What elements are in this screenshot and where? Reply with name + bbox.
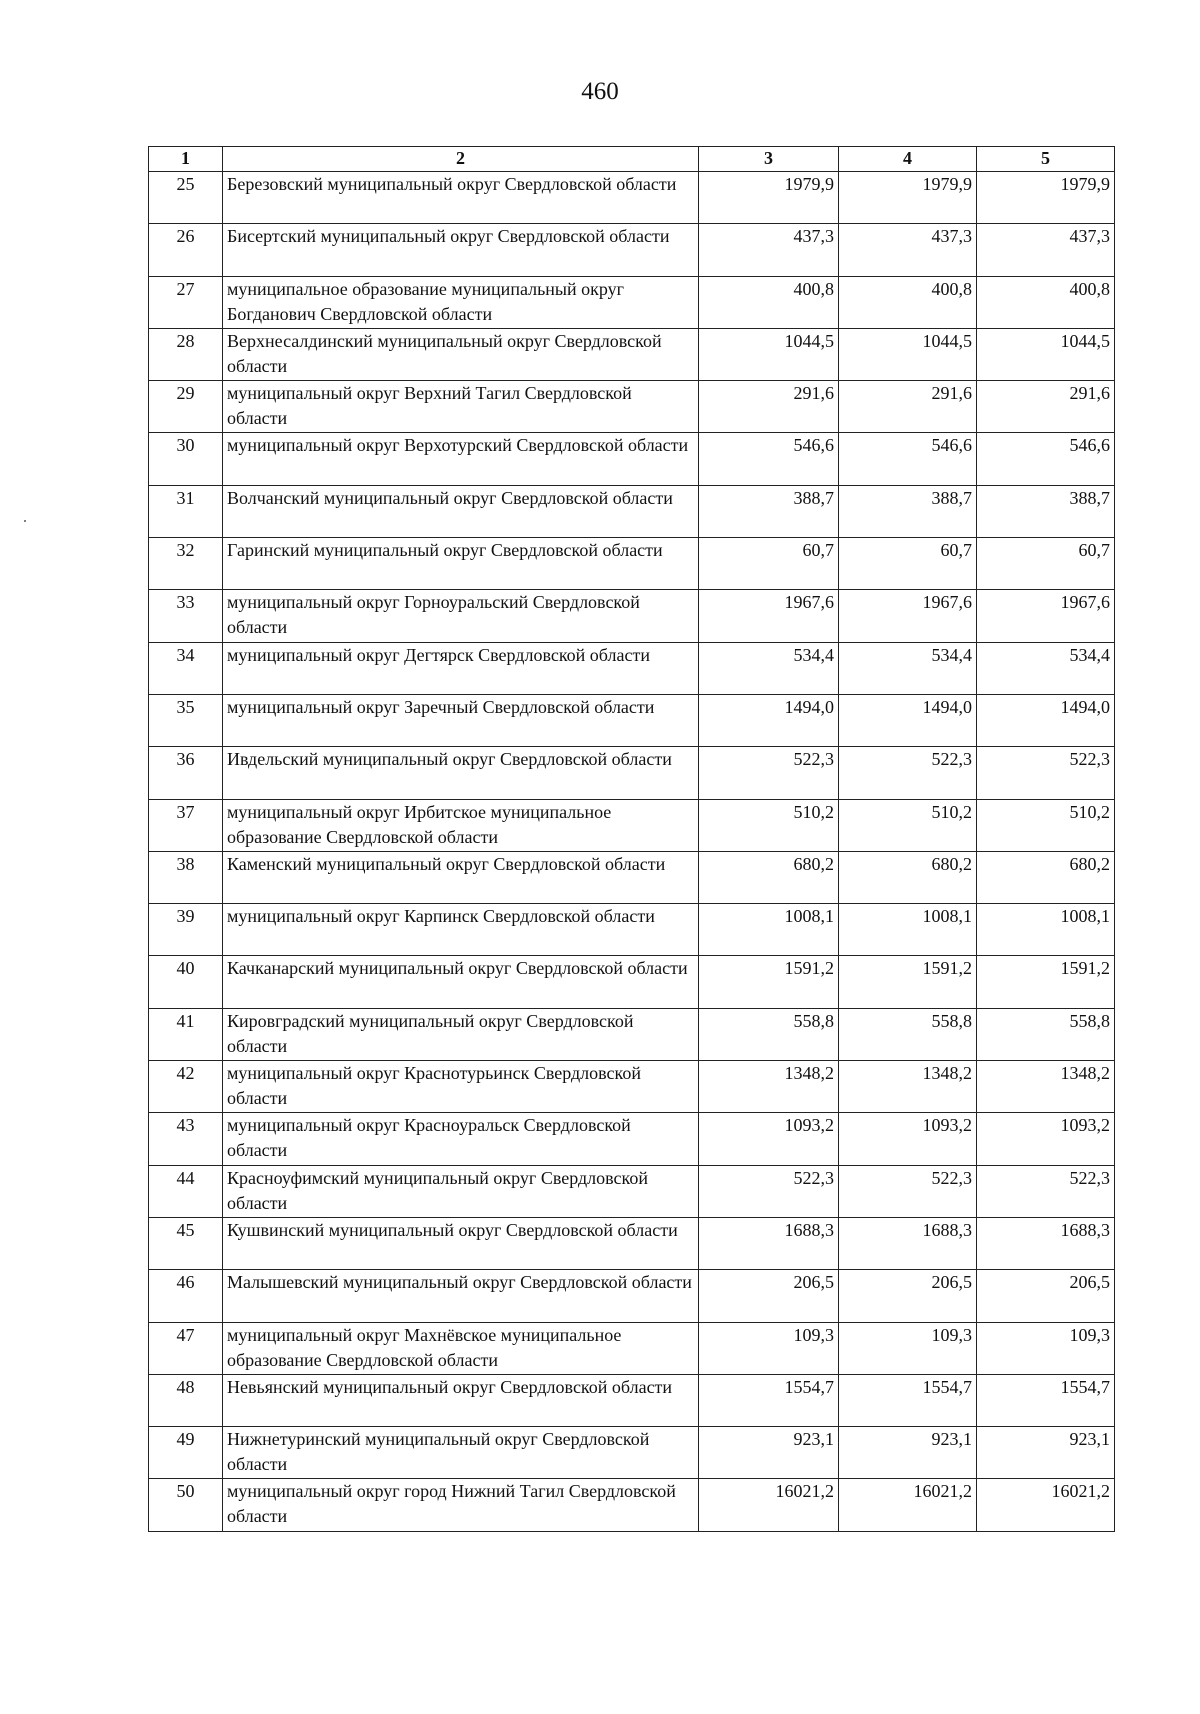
municipality-name: Верхнесалдинский муниципальный округ Свердловской области [223, 328, 699, 380]
value-col-4: 400,8 [839, 276, 977, 328]
value-col-4: 1044,5 [839, 328, 977, 380]
row-number: 42 [149, 1061, 223, 1113]
value-col-4: 534,4 [839, 642, 977, 694]
value-col-4: 60,7 [839, 538, 977, 590]
municipality-name: муниципальный округ Верхний Тагил Свердловской области [223, 381, 699, 433]
value-col-3: 109,3 [699, 1322, 839, 1374]
municipality-name: Кировградский муниципальный округ Свердловской области [223, 1008, 699, 1060]
municipality-name: Красноуфимский муниципальный округ Свердловской области [223, 1165, 699, 1217]
value-col-3: 60,7 [699, 538, 839, 590]
municipality-name: муниципальное образование муниципальный округ Богданович Свердловской области [223, 276, 699, 328]
value-col-5: 1044,5 [977, 328, 1115, 380]
value-col-5: 1554,7 [977, 1374, 1115, 1426]
table-row [149, 851, 1115, 903]
row-number: 46 [149, 1270, 223, 1322]
value-col-5: 522,3 [977, 747, 1115, 799]
data-table [148, 146, 1115, 1532]
table-row [149, 799, 1115, 851]
row-number: 32 [149, 538, 223, 590]
table-row [149, 1374, 1115, 1426]
value-col-4: 1093,2 [839, 1113, 977, 1165]
value-col-5: 522,3 [977, 1165, 1115, 1217]
row-number: 39 [149, 904, 223, 956]
value-col-5: 1591,2 [977, 956, 1115, 1008]
value-col-3: 1967,6 [699, 590, 839, 642]
value-col-4: 923,1 [839, 1427, 977, 1479]
municipality-name: Березовский муниципальный округ Свердловской области [223, 172, 699, 224]
value-col-3: 206,5 [699, 1270, 839, 1322]
table-body [149, 172, 1115, 1532]
value-col-4: 1979,9 [839, 172, 977, 224]
value-col-3: 1044,5 [699, 328, 839, 380]
municipality-name: Бисертский муниципальный округ Свердловской области [223, 224, 699, 276]
value-col-4: 206,5 [839, 1270, 977, 1322]
municipality-name: муниципальный округ Карпинск Свердловской области [223, 904, 699, 956]
header-row [149, 147, 1115, 172]
value-col-5: 1688,3 [977, 1217, 1115, 1269]
municipality-name: Гаринский муниципальный округ Свердловской области [223, 538, 699, 590]
value-col-4: 1348,2 [839, 1061, 977, 1113]
row-number: 36 [149, 747, 223, 799]
page-number: 460 [581, 78, 619, 105]
row-number: 49 [149, 1427, 223, 1479]
table-row [149, 694, 1115, 746]
value-col-5: 1494,0 [977, 694, 1115, 746]
value-col-5: 923,1 [977, 1427, 1115, 1479]
row-number: 44 [149, 1165, 223, 1217]
value-col-3: 923,1 [699, 1427, 839, 1479]
table-row [149, 1008, 1115, 1060]
value-col-3: 400,8 [699, 276, 839, 328]
value-col-3: 437,3 [699, 224, 839, 276]
table-row [149, 642, 1115, 694]
value-col-3: 510,2 [699, 799, 839, 851]
municipality-name: муниципальный округ Заречный Свердловской области [223, 694, 699, 746]
value-col-4: 388,7 [839, 485, 977, 537]
table-row [149, 485, 1115, 537]
row-number: 50 [149, 1479, 223, 1531]
value-col-3: 16021,2 [699, 1479, 839, 1531]
municipality-name: муниципальный округ Махнёвское муниципальное образование Свердловской области [223, 1322, 699, 1374]
table-row [149, 1217, 1115, 1269]
table-row [149, 276, 1115, 328]
value-col-3: 1688,3 [699, 1217, 839, 1269]
table-row [149, 956, 1115, 1008]
value-col-3: 1554,7 [699, 1374, 839, 1426]
value-col-3: 546,6 [699, 433, 839, 485]
value-col-5: 437,3 [977, 224, 1115, 276]
table-row [149, 538, 1115, 590]
row-number: 45 [149, 1217, 223, 1269]
row-number: 34 [149, 642, 223, 694]
row-number: 25 [149, 172, 223, 224]
table-row [149, 747, 1115, 799]
value-col-4: 1688,3 [839, 1217, 977, 1269]
value-col-3: 558,8 [699, 1008, 839, 1060]
value-col-4: 1554,7 [839, 1374, 977, 1426]
value-col-5: 109,3 [977, 1322, 1115, 1374]
row-number: 37 [149, 799, 223, 851]
value-col-5: 16021,2 [977, 1479, 1115, 1531]
municipality-name: муниципальный округ Дегтярск Свердловской области [223, 642, 699, 694]
table-row [149, 1113, 1115, 1165]
municipality-name: муниципальный округ Краснотурьинск Свердловской области [223, 1061, 699, 1113]
table-header [149, 147, 1115, 172]
row-number: 31 [149, 485, 223, 537]
municipality-name: Кушвинский муниципальный округ Свердловской области [223, 1217, 699, 1269]
value-col-4: 1008,1 [839, 904, 977, 956]
value-col-3: 534,4 [699, 642, 839, 694]
row-number: 30 [149, 433, 223, 485]
row-number: 38 [149, 851, 223, 903]
value-col-5: 1979,9 [977, 172, 1115, 224]
scan-speck [24, 520, 26, 522]
municipality-name: Качканарский муниципальный округ Свердловской области [223, 956, 699, 1008]
row-number: 43 [149, 1113, 223, 1165]
value-col-5: 558,8 [977, 1008, 1115, 1060]
value-col-4: 1591,2 [839, 956, 977, 1008]
row-number: 48 [149, 1374, 223, 1426]
value-col-3: 1591,2 [699, 956, 839, 1008]
value-col-3: 1008,1 [699, 904, 839, 956]
row-number: 26 [149, 224, 223, 276]
value-col-4: 522,3 [839, 1165, 977, 1217]
municipality-name: муниципальный округ Ирбитское муниципальное образование Свердловской области [223, 799, 699, 851]
table-row [149, 1165, 1115, 1217]
table-row [149, 1322, 1115, 1374]
header-cell-1: 1 [149, 147, 223, 172]
value-col-4: 546,6 [839, 433, 977, 485]
value-col-5: 388,7 [977, 485, 1115, 537]
municipality-name: Малышевский муниципальный округ Свердловской области [223, 1270, 699, 1322]
value-col-5: 680,2 [977, 851, 1115, 903]
municipality-name: муниципальный округ Верхотурский Свердловской области [223, 433, 699, 485]
value-col-5: 1093,2 [977, 1113, 1115, 1165]
value-col-5: 534,4 [977, 642, 1115, 694]
value-col-4: 291,6 [839, 381, 977, 433]
value-col-4: 437,3 [839, 224, 977, 276]
municipality-name: муниципальный округ Красноуральск Свердловской области [223, 1113, 699, 1165]
table-row [149, 224, 1115, 276]
value-col-3: 522,3 [699, 747, 839, 799]
value-col-4: 109,3 [839, 1322, 977, 1374]
value-col-5: 60,7 [977, 538, 1115, 590]
value-col-5: 291,6 [977, 381, 1115, 433]
value-col-4: 558,8 [839, 1008, 977, 1060]
row-number: 28 [149, 328, 223, 380]
row-number: 47 [149, 1322, 223, 1374]
value-col-4: 510,2 [839, 799, 977, 851]
value-col-5: 1008,1 [977, 904, 1115, 956]
table-row [149, 590, 1115, 642]
header-cell-2: 2 [223, 147, 699, 172]
municipality-name: Ивдельский муниципальный округ Свердловской области [223, 747, 699, 799]
row-number: 27 [149, 276, 223, 328]
municipality-name: Невьянский муниципальный округ Свердловской области [223, 1374, 699, 1426]
value-col-3: 1494,0 [699, 694, 839, 746]
table-row [149, 904, 1115, 956]
municipality-name: Каменский муниципальный округ Свердловской области [223, 851, 699, 903]
value-col-3: 1348,2 [699, 1061, 839, 1113]
header-cell-4: 4 [839, 147, 977, 172]
table-row [149, 1270, 1115, 1322]
value-col-4: 1967,6 [839, 590, 977, 642]
row-number: 29 [149, 381, 223, 433]
value-col-5: 510,2 [977, 799, 1115, 851]
row-number: 33 [149, 590, 223, 642]
table-row [149, 381, 1115, 433]
value-col-3: 1093,2 [699, 1113, 839, 1165]
value-col-3: 680,2 [699, 851, 839, 903]
value-col-3: 522,3 [699, 1165, 839, 1217]
table-row [149, 172, 1115, 224]
value-col-4: 16021,2 [839, 1479, 977, 1531]
header-cell-3: 3 [699, 147, 839, 172]
value-col-5: 1967,6 [977, 590, 1115, 642]
header-cell-5: 5 [977, 147, 1115, 172]
municipality-name: Волчанский муниципальный округ Свердловской области [223, 485, 699, 537]
value-col-5: 546,6 [977, 433, 1115, 485]
value-col-4: 522,3 [839, 747, 977, 799]
table-row [149, 328, 1115, 380]
table-row [149, 1479, 1115, 1531]
value-col-5: 1348,2 [977, 1061, 1115, 1113]
value-col-3: 291,6 [699, 381, 839, 433]
municipality-name: муниципальный округ Горноуральский Свердловской области [223, 590, 699, 642]
table-row [149, 1427, 1115, 1479]
value-col-3: 388,7 [699, 485, 839, 537]
value-col-4: 680,2 [839, 851, 977, 903]
row-number: 41 [149, 1008, 223, 1060]
value-col-5: 400,8 [977, 276, 1115, 328]
value-col-4: 1494,0 [839, 694, 977, 746]
row-number: 40 [149, 956, 223, 1008]
municipality-name: муниципальный округ город Нижний Тагил Свердловской области [223, 1479, 699, 1531]
value-col-5: 206,5 [977, 1270, 1115, 1322]
municipality-name: Нижнетуринский муниципальный округ Свердловской области [223, 1427, 699, 1479]
value-col-3: 1979,9 [699, 172, 839, 224]
row-number: 35 [149, 694, 223, 746]
table-row [149, 433, 1115, 485]
table-row [149, 1061, 1115, 1113]
